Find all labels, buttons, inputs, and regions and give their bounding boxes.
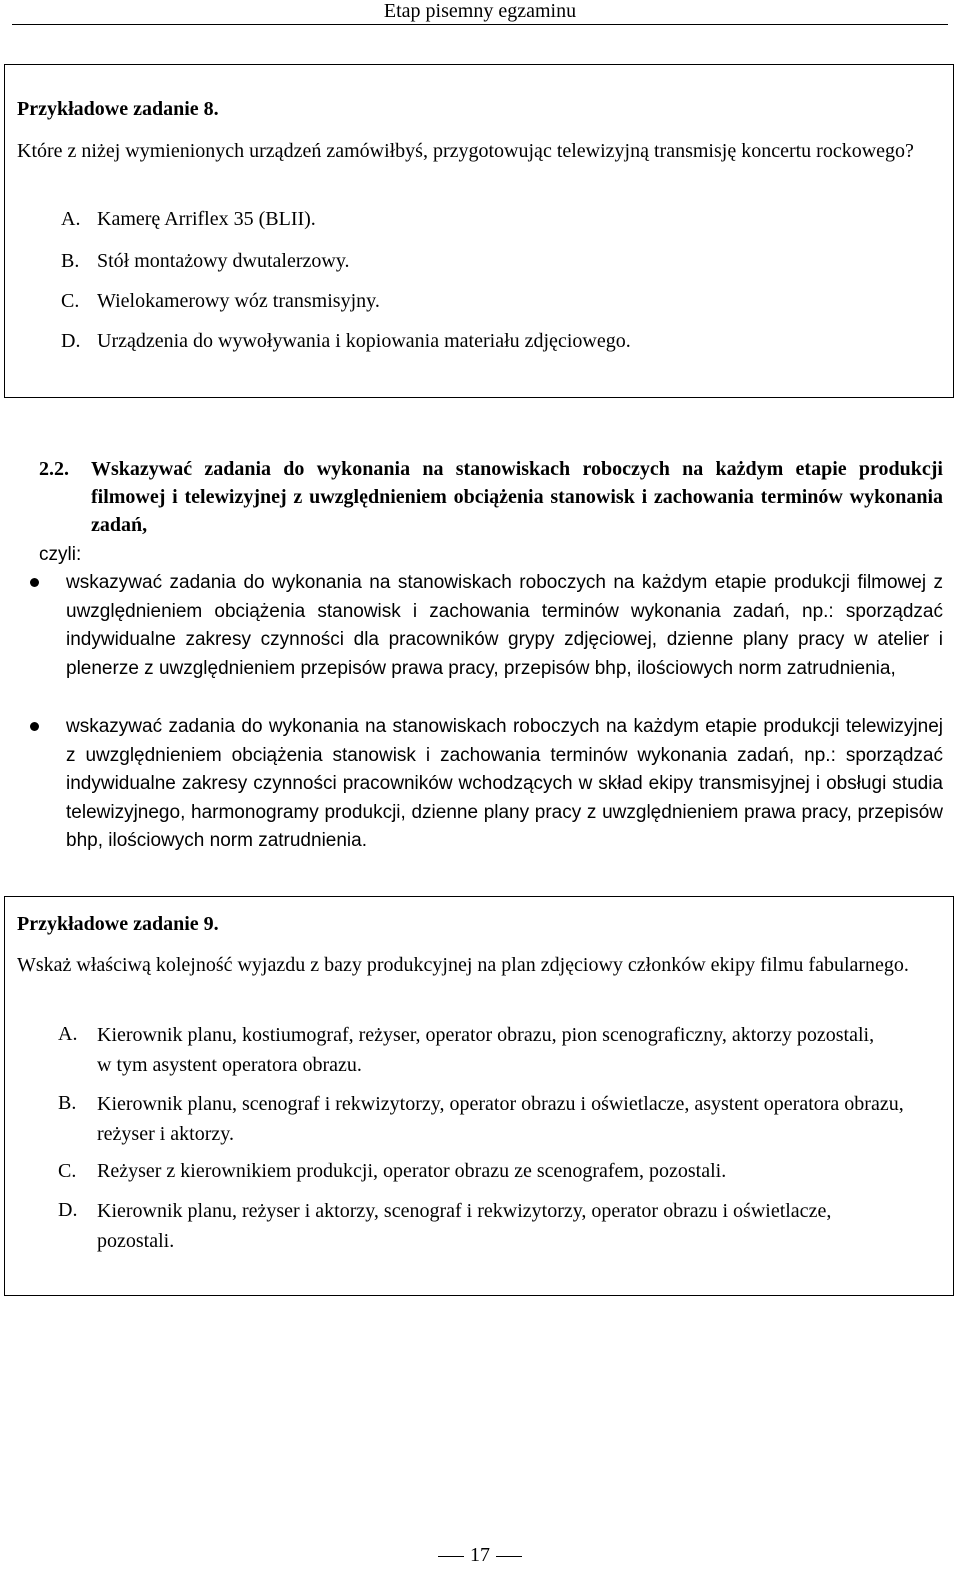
option-text: Kamerę Arriflex 35 (BLII). — [97, 208, 316, 230]
footer-dash-right — [496, 1556, 522, 1558]
option-label: D. — [61, 330, 81, 352]
task9-question: Wskaż właściwą kolejność wyjazdu z bazy produkcyjnej na plan zdjęciowy członków ekipy filmu fabularnego. — [17, 954, 909, 976]
bullet-item: wskazywać zadania do wykonania na stanowiskach roboczych na każdym etapie produkcji filmowej z uwzględnieniem obciążenia stanowisk i zachowania terminów wykonania zadań, np.: sporządzać indywidualne zakresy czynności dla pracowników grypy zdjęciowej, dzienne plany pracy w atelier i plenerze z uwzględnieniem przepisów prawa pracy, przepisów bhp, ilościowych norm zatrudnienia, — [66, 572, 943, 679]
option-text: Kierownik planu, kostiumograf, reżyser, operator obrazu, pion scenograficzny, aktorzy pozostali, w tym asystent operatora obrazu. — [97, 1024, 875, 1076]
task9-heading: Przykładowe zadanie 9. — [17, 913, 219, 935]
option-text: Wielokamerowy wóz transmisyjny. — [97, 290, 380, 312]
option-text: Kierownik planu, scenograf i rekwizytorzy, operator obrazu i oświetlacze, asystent operatora obrazu, reżyser i aktorzy. — [97, 1093, 904, 1145]
option-text: Stół montażowy dwutalerzowy. — [97, 250, 350, 272]
footer-dash-left — [438, 1556, 464, 1558]
option-label: D. — [58, 1199, 78, 1221]
bullet-icon — [30, 578, 39, 587]
option-text: Urządzenia do wywoływania i kopiowania materiału zdjęciowego. — [97, 330, 631, 352]
option-label: A. — [58, 1023, 78, 1045]
option-label: C. — [61, 290, 80, 312]
option-label: B. — [58, 1092, 77, 1114]
option-label: A. — [61, 208, 81, 230]
bullet-item: wskazywać zadania do wykonania na stanowiskach roboczych na każdym etapie produkcji telewizyjnej z uwzględnieniem obciążenia stanowisk i zachowania terminów wykonania zadań, np.: sporządzać indywidualne zakresy czynności pracowników wchodzących w skład ekipy transmisyjnej i obsługi studia telewizyjnego, harmonogramy produkcji, dzienne plany pracy z uwzględnieniem prawa pracy, przepisów bhp, ilościowych norm zatrudnienia. — [66, 716, 943, 852]
section-number: 2.2. — [39, 458, 69, 480]
page-footer — [0, 1544, 960, 1567]
task8-question: Które z niżej wymienionych urządzeń zamówiłbyś, przygotowując telewizyjną transmisję koncertu rockowego? — [17, 140, 914, 162]
option-label: B. — [61, 250, 80, 272]
bullet-icon — [30, 722, 39, 731]
page-header: Etap pisemny egzaminu — [12, 0, 948, 25]
page-number: 17 — [470, 1544, 490, 1566]
task8-heading: Przykładowe zadanie 8. — [17, 98, 219, 120]
option-text: Kierownik planu, reżyser i aktorzy, scenograf i rekwizytorzy, operator obrazu i oświetlacze, pozostali. — [97, 1200, 832, 1252]
section-czyli: czyli: — [39, 544, 82, 565]
option-label: C. — [58, 1160, 77, 1182]
section-title: Wskazywać zadania do wykonania na stanowiskach roboczych na każdym etapie produkcji filmowej i telewizyjnej z uwzględnieniem obciążenia stanowisk i zachowania terminów wykonania zadań, — [91, 458, 943, 536]
option-text: Reżyser z kierownikiem produkcji, operator obrazu ze scenografem, pozostali. — [97, 1160, 727, 1182]
